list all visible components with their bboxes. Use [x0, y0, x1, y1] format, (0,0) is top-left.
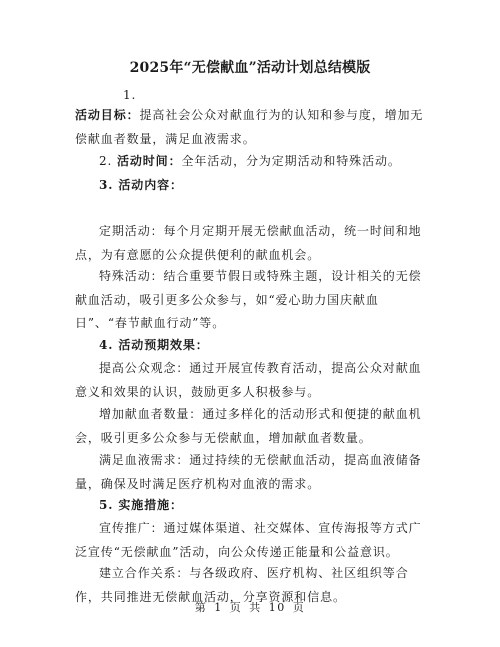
objective-text: 提高社会公众对献血行为的认知和参与度，增加无偿献血者数量，满足血液需求。 — [75, 108, 424, 146]
objective-label: 活动目标： — [75, 108, 140, 122]
section-2-number: 2. — [99, 154, 113, 168]
page-footer — [0, 600, 500, 616]
footer-total-unit: 页 — [292, 601, 306, 614]
document-title: 2025年“无偿献血”活动计划总结模版 — [129, 60, 371, 76]
measure-promotion-paragraph: 宣传推广：通过媒体渠道、社交媒体、宣传海报等方式广泛宣传“无偿献血”活动，向公众传递正能量和公益意识。 — [75, 521, 422, 559]
footer-page-number: 1 — [214, 601, 223, 614]
time-label: 活动时间： — [116, 154, 182, 168]
footer-page-label: 第 — [194, 601, 208, 614]
special-activity-paragraph: 特殊活动：结合重要节假日或特殊主题，设计相关的无偿献血活动，吸引更多公众参与，如“爱心助力国庆献血日”、“春节献血行动”等。 — [75, 269, 422, 330]
section-5-heading: 5. 实施措施： — [99, 498, 183, 512]
time-text: 全年活动，分为定期活动和特殊活动。 — [181, 154, 401, 168]
time-paragraph — [75, 150, 427, 174]
effect-awareness-paragraph: 提高公众观念：通过开展宣传教育活动，提高公众对献血意义和效果的认识，鼓励更多人积极参与。 — [75, 361, 422, 399]
footer-total-label: 共 — [249, 601, 262, 614]
objective-paragraph — [75, 104, 427, 151]
effect-supply-paragraph: 满足血液需求：通过持续的无偿献血活动，提高血液储备量，确保及时满足医疗机构对血液的需求。 — [75, 453, 422, 491]
section-4-heading: 4. 活动预期效果： — [99, 338, 209, 352]
footer-page-unit: 页 — [229, 601, 243, 614]
regular-activity-paragraph: 定期活动：每个月定期开展无偿献血活动，统一时间和地点，为有意愿的公众提供便利的献血机会。 — [75, 224, 422, 262]
section-1-number: 1. — [123, 88, 137, 102]
section-3-heading: 3. 活动内容： — [99, 178, 183, 192]
footer-total-number: 10 — [268, 601, 286, 614]
measure-cooperation-paragraph: 建立合作关系：与各级政府、医疗机构、社区组织等合作，共同推进无偿献血活动，分享资源和信息。 — [75, 566, 409, 604]
effect-donors-paragraph: 增加献血者数量：通过多样化的活动形式和便捷的献血机会，吸引更多公众参与无偿献血，增加献血者数量。 — [75, 407, 422, 445]
